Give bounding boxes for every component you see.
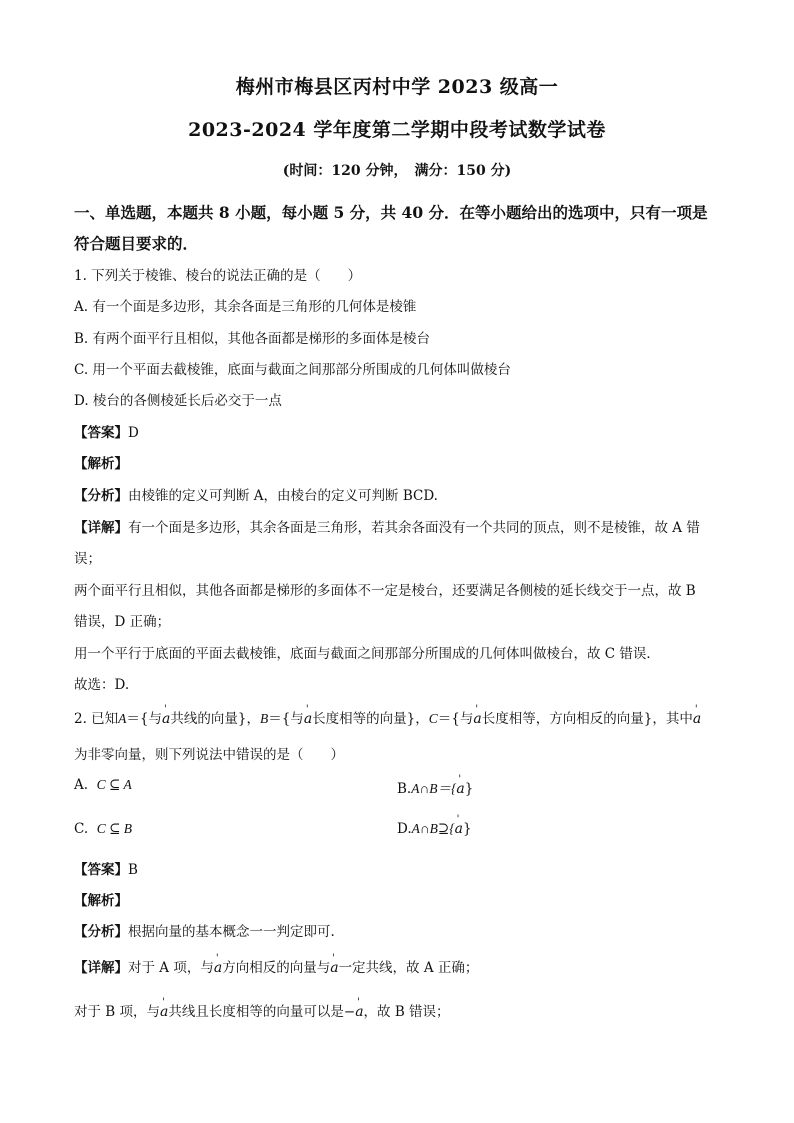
q2-answer: [74, 858, 138, 878]
xiangjie-text: 方向相反的向量与: [222, 960, 331, 976]
vector-a: ' a: [214, 960, 222, 976]
q2-fenxi: [74, 920, 335, 940]
answer-value: D: [128, 425, 139, 441]
vector-a: ' a: [160, 1004, 168, 1020]
section-heading-line2: 符合题目要求的．: [74, 234, 199, 253]
xiangjie-tag: 【详解】: [74, 520, 128, 536]
set-c: C: [428, 711, 438, 726]
q1-option-a: A. 有一个面是多边形，其余各面是三角形的几何体是棱锥: [74, 299, 417, 315]
answer-tag: 【答案】: [74, 862, 128, 878]
option-text: C ⊆ A: [96, 777, 132, 792]
vector-a: ' a: [304, 711, 312, 727]
vector-a: ' a: [455, 821, 463, 837]
q2-xiangjie-a: [74, 956, 478, 976]
q1-option-d: D. 棱台的各侧棱延长后必交于一点: [74, 393, 282, 409]
q2-analysis-tag: 【解析】: [74, 893, 128, 909]
q1-xiangjie-1: [74, 516, 700, 536]
set-b: B: [259, 711, 269, 726]
q2-text: ＝{与: [437, 711, 474, 727]
q1-xiangjie-6: 故选：D.: [74, 677, 130, 693]
exam-meta: (时间：120 分钟， 满分：150 分): [282, 163, 512, 179]
q2-text: 长度相等的向量}，: [312, 711, 429, 727]
exam-title-line2: 2023-2024 学年度第二学期中段考试数学试卷: [188, 119, 606, 141]
vector-a: ' a: [355, 1004, 363, 1020]
q1-option-b: B. 有两个面平行且相似，其他各面都是梯形的多面体是棱台: [74, 331, 431, 347]
q2-text: ＝{与: [126, 711, 163, 727]
minus-sign: −: [343, 1004, 356, 1020]
q1-answer: [74, 421, 139, 441]
exam-title-line1: 梅州市梅县区丙村中学 2023 级高一: [235, 76, 559, 98]
q1-xiangjie-5: 用一个平行于底面的平面去截棱锥，底面与截面之间那部分所围成的几何体叫做棱台，故 C 错误．: [74, 646, 660, 662]
xiangjie-text: 对于 B 项，与: [74, 1004, 161, 1020]
q2-option-b: [397, 777, 473, 797]
q2-stem-line2: 为非零向量，则下列说法中错误的是（ ）: [74, 747, 344, 763]
brace-close: }: [462, 821, 472, 837]
xiangjie-text: 有一个面是多边形，其余各面是三角形，若其余各面没有一个共同的顶点，则不是棱锥，故 A 错: [128, 520, 700, 536]
option-text: A∩B＝{: [411, 781, 457, 796]
option-label: A.: [74, 777, 89, 793]
q1-xiangjie-4: 错误，D 正确；: [74, 614, 171, 630]
xiangjie-text: ，故 B 错误；: [363, 1004, 450, 1020]
q1-xiangjie-3: 两个面平行且相似，其他各面都是梯形的多面体不一定是棱台，还要满足各侧棱的延长线交于一点，故 B: [74, 583, 696, 599]
vector-a: ' a: [693, 711, 701, 727]
q1-analysis-tag: 【解析】: [74, 456, 128, 472]
xiangjie-text: 一定共线，故 A 正确；: [338, 960, 479, 976]
fenxi-tag: 【分析】: [74, 924, 128, 940]
q2-text: 共线的向量}，: [170, 711, 260, 727]
vector-a: ' a: [330, 960, 338, 976]
fenxi-text: 由棱锥的定义可判断 A，由棱台的定义可判断 BCD.: [128, 488, 438, 504]
vector-a: ' a: [473, 711, 481, 727]
answer-value: B: [128, 862, 138, 878]
vector-a: ' a: [456, 781, 464, 797]
xiangjie-text: 对于 A 项，与: [128, 960, 214, 976]
q1-option-c: C. 用一个平面去截棱锥，底面与截面之间那部分所围成的几何体叫做棱台: [74, 362, 511, 378]
q2-option-d: [397, 821, 472, 837]
q2-option-a: [74, 777, 132, 793]
q1-fenxi: [74, 484, 438, 504]
answer-tag: 【答案】: [74, 425, 128, 441]
section-heading-line1: 一、单选题，本题共 8 小题，每小题 5 分，共 40 分．在等小题给出的选项中，只有一项是: [74, 203, 708, 222]
option-text: A∩B⊇{: [411, 821, 455, 836]
q2-text: 2. 已知: [74, 711, 119, 727]
xiangjie-text: 共线且长度相等的向量可以是: [168, 1004, 344, 1020]
option-label: C.: [74, 821, 89, 837]
option-label: B.: [397, 781, 412, 797]
set-a: A: [118, 711, 127, 726]
q1-stem: 1. 下列关于棱锥、棱台的说法正确的是（ ）: [74, 268, 362, 284]
q2-xiangjie-b: [74, 1000, 450, 1020]
option-label: D.: [397, 821, 412, 837]
vector-a: ' a: [162, 711, 170, 727]
q2-text: ＝{与: [268, 711, 304, 727]
q2-text: 长度相等，方向相反的向量}，其中: [481, 711, 693, 727]
option-text: C ⊆ B: [96, 821, 133, 836]
brace-close: }: [464, 781, 474, 797]
q1-xiangjie-2: 误；: [74, 551, 101, 567]
xiangjie-tag: 【详解】: [74, 960, 128, 976]
fenxi-text: 根据向量的基本概念一一判定即可.: [128, 924, 335, 940]
fenxi-tag: 【分析】: [74, 488, 128, 504]
q2-option-c: [74, 821, 132, 837]
q2-stem-line1: [74, 707, 701, 727]
